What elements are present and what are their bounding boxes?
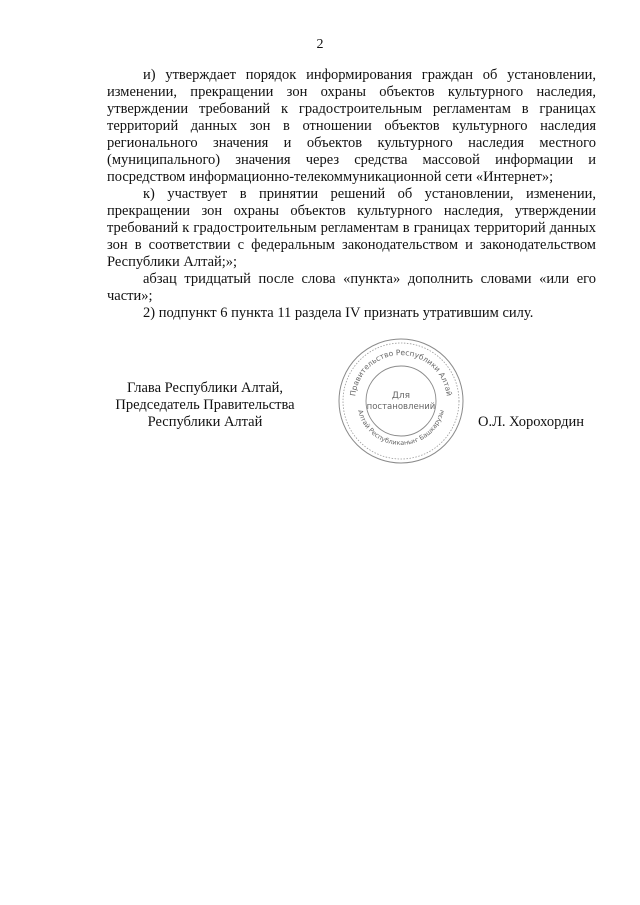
paragraph-abzac: абзац тридцатый после слова «пункта» дополнить словами «или его части»; <box>107 271 596 304</box>
body-text <box>107 67 596 322</box>
paragraph-subpoint-2: 2) подпункт 6 пункта 11 раздела IV признать утратившим силу. <box>143 305 534 321</box>
seal-center-line-2: постановлений <box>366 402 436 412</box>
official-seal-stamp <box>337 337 465 465</box>
paragraph-item-k: к) участвует в принятии решений об установлении, изменении, прекращении зон охраны объектов культурного наследия, утверждении требований к градостроительным регламентам в границах территорий данных зон в соответствии с федеральным законодательством и законодательством Республики Алтай;»; <box>107 186 596 270</box>
signatory-name: О.Л. Хорохордин <box>478 414 585 430</box>
seal-ring-top-text: Правительство Республики Алтай <box>348 347 454 397</box>
page-number: 2 <box>316 37 324 52</box>
signatory-title-line-2: Председатель Правительства <box>115 397 295 413</box>
seal-center-line-1: Для <box>391 391 411 401</box>
seal-ring-bottom-text: Алтай Республиканыҥ Башкарузы <box>356 408 446 448</box>
signatory-title-line-3: Республики Алтай <box>147 414 263 430</box>
signatory-title <box>105 380 305 431</box>
signatory-title-line-1: Глава Республики Алтай, <box>126 380 284 396</box>
paragraph-item-i: и) утверждает порядок информирования граждан об установлении, изменении, прекращении зон охраны объектов культурного наследия, утверждении требований к градостроительным регламентам в границах территорий данных зон в отношении объектов культурного наследия регионального значения и объектов культурного наследия местного (муниципального) значения через средства массовой информации и посредством информационно-телекоммуникационной сети «Интернет»; <box>107 67 596 185</box>
